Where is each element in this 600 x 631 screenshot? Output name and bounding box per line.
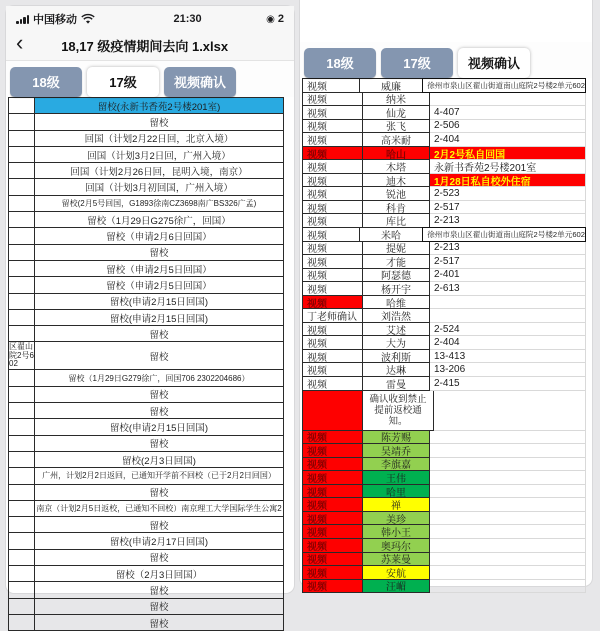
sheet-row	[302, 323, 586, 337]
sheet-row	[302, 377, 586, 391]
sheet-row	[302, 391, 586, 431]
sheet-cell-name[interactable]: 哈山	[363, 147, 430, 161]
sheet-cell-colA[interactable]	[8, 294, 35, 309]
sheet-cell-name[interactable]: 吴靖乔	[363, 444, 430, 458]
sheet-row	[302, 187, 586, 201]
sheet-row	[302, 228, 586, 242]
sheet-cell-method[interactable]: 视频	[302, 269, 363, 283]
sheet-cell-colA[interactable]	[8, 436, 35, 451]
sheet-cell-name[interactable]: 提妮	[363, 242, 430, 256]
sheet-row	[8, 114, 284, 130]
sheet-cell-info[interactable]: 2-506	[430, 120, 586, 134]
sheet-cell-info[interactable]	[430, 553, 586, 567]
sheet-cell-colA[interactable]	[8, 501, 35, 516]
sheet-cell-colB[interactable]: 回国（计划3月2日回，广州入境）	[35, 147, 284, 162]
sheet-row	[8, 452, 284, 468]
sheet-cell-method[interactable]: 视频	[302, 323, 363, 337]
sheet-cell-colB[interactable]: 留校(申请2月15日回国)	[35, 310, 284, 325]
sheet-cell-colA[interactable]	[8, 163, 35, 178]
sheet-cell-info[interactable]: 2-213	[430, 242, 586, 256]
sheet-cell-info[interactable]: 4-407	[430, 106, 586, 120]
sheet-cell-name[interactable]: 木塔	[363, 160, 430, 174]
sheet-17ji	[8, 90, 284, 630]
sheet-cell-colA[interactable]	[8, 310, 35, 325]
right-tab-17级[interactable]: 17级	[381, 48, 453, 78]
sheet-cell-info[interactable]	[430, 580, 586, 594]
sheet-cell-method[interactable]: 视频	[302, 296, 363, 310]
sheet-cell-name[interactable]: 韩小王	[363, 525, 430, 539]
sheet-cell-colB[interactable]: 留校（1月29日G279徐广，回国706 2302204686）	[35, 370, 284, 385]
sheet-cell-method[interactable]: 视频	[302, 471, 363, 485]
sheet-cell-method[interactable]: 视频	[302, 363, 363, 377]
right-screenshot-panel	[300, 0, 592, 594]
sheet-cell-colA[interactable]	[8, 228, 35, 243]
sheet-row	[8, 326, 284, 342]
sheet-cell-info[interactable]	[430, 471, 586, 485]
sheet-cell-colB[interactable]: 留校	[35, 403, 284, 418]
sheet-cell-info[interactable]	[430, 93, 586, 107]
sheet-cell-colA[interactable]	[8, 245, 35, 260]
sheet-row	[302, 580, 586, 594]
sheet-cell-method[interactable]	[302, 391, 363, 431]
sheet-row	[8, 468, 284, 484]
sheet-cell-name[interactable]: 苏莱曼	[363, 553, 430, 567]
sheet-cell-method[interactable]: 视频	[302, 458, 363, 472]
sheet-cell-method[interactable]: 视频	[302, 214, 363, 228]
sheet-row	[8, 179, 284, 195]
status-bar	[6, 6, 294, 30]
status-right-icon: ◉	[266, 13, 275, 25]
sheet-cell-colA[interactable]	[8, 196, 35, 211]
sheet-cell-colA[interactable]: 区翟山院2号602	[9, 342, 34, 369]
sheet-row	[8, 517, 284, 533]
sheet-cell-colB[interactable]: 回国（计划2月22日回，北京入境）	[35, 131, 284, 146]
sheet-row	[8, 582, 284, 598]
sheet-cell-method[interactable]: 视频	[302, 431, 363, 445]
sheet-row	[302, 512, 586, 526]
sheet-cell-colB[interactable]: 留校	[35, 114, 284, 129]
sheet-cell-colA[interactable]	[8, 485, 35, 500]
sheet-cell-colB[interactable]: 留校(申请2月17日回国)	[35, 533, 284, 548]
sheet-cell-name[interactable]: 哈里	[363, 485, 430, 499]
sheet-cell-name[interactable]: 奥玛尔	[363, 539, 430, 553]
sheet-cell-colA[interactable]	[8, 277, 35, 292]
sheet-cell-colB[interactable]: 留校（2月3日回国）	[35, 566, 284, 581]
sheet-cell-name[interactable]: 李旗嘉	[363, 458, 430, 472]
sheet-cell-method[interactable]: 视频	[302, 174, 363, 188]
sheet-row	[8, 501, 284, 517]
left-screenshot-panel	[6, 6, 294, 630]
sheet-video-confirm	[302, 78, 586, 594]
sheet-cell-colB[interactable]: 留校	[35, 517, 284, 532]
sheet-cell-name[interactable]: 艾述	[363, 323, 430, 337]
sheet-cell-info[interactable]: 2-404	[430, 133, 586, 147]
sheet-cell-method[interactable]: 视频	[302, 282, 363, 296]
sheet-cell-method[interactable]: 视频	[302, 525, 363, 539]
sheet-row	[8, 228, 284, 244]
sheet-cell-colB[interactable]: 留校	[35, 615, 284, 630]
sheet-row	[302, 566, 586, 580]
sheet-cell-name[interactable]: 库比	[363, 214, 430, 228]
sheet-cell-name[interactable]: 科肯	[363, 201, 430, 215]
sheet-row	[8, 387, 284, 403]
sheet-cell-colB[interactable]: 留校	[35, 582, 284, 597]
sheet-row	[302, 79, 586, 93]
sheet-cell-colA[interactable]	[8, 114, 35, 129]
sheet-row	[8, 566, 284, 582]
sheet-row	[302, 525, 586, 539]
sheet-cell-info[interactable]: 永新书香苑2号楼201室	[430, 160, 586, 174]
sheet-cell-name[interactable]: 汪嵋	[363, 580, 430, 594]
sheet-row	[8, 163, 284, 179]
sheet-cell-colB[interactable]: 回国（计划2月26日回，昆明入境，南京）	[35, 163, 284, 178]
sheet-cell-colB[interactable]: 留校（申请2月6日回国）	[35, 228, 284, 243]
sheet-cell-name[interactable]: 威廉	[360, 79, 423, 93]
sheet-cell-colB[interactable]: 留校(2月3日回国)	[35, 452, 284, 467]
sheet-cell-colB[interactable]: 留校	[35, 550, 284, 565]
sheet-cell-name[interactable]: 陈芳赐	[363, 431, 430, 445]
sheet-row	[302, 174, 586, 188]
sheet-row	[302, 350, 586, 364]
sheet-cell-info[interactable]	[430, 444, 586, 458]
sheet-cell-info[interactable]	[430, 525, 586, 539]
sheet-cell-colA[interactable]	[8, 599, 35, 614]
sheet-row	[8, 550, 284, 566]
sheet-cell-colB[interactable]: 留校(申请2月15日回国)	[35, 419, 284, 434]
sheet-cell-method[interactable]: 视频	[302, 106, 363, 120]
sheet-cell-method[interactable]: 视频	[302, 79, 360, 93]
sheet-row	[302, 458, 586, 472]
sheet-cell-name[interactable]: 米哈	[360, 228, 423, 242]
sheet-cell-info[interactable]	[430, 566, 586, 580]
sheet-cell-method[interactable]: 视频	[302, 160, 363, 174]
sheet-row	[302, 269, 586, 283]
sheet-cell-method[interactable]: 视频	[302, 242, 363, 256]
sheet-cell-colA[interactable]	[8, 147, 35, 162]
sheet-row	[8, 485, 284, 501]
sheet-row	[302, 201, 586, 215]
sheet-cell-info[interactable]: 2-415	[430, 377, 586, 391]
sheet-cell-colB[interactable]: 留校	[35, 245, 284, 260]
sheet-cell-colB[interactable]: 留校	[35, 387, 284, 402]
sheet-row	[8, 436, 284, 452]
sheet-row	[8, 419, 284, 435]
sheet-cell-colB[interactable]: 留校(2月5号回国，G1893徐南CZ3698南广BS326广孟)	[35, 196, 284, 211]
sheet-cell-info[interactable]: 2-404	[430, 336, 586, 350]
sheet-cell-name[interactable]: 锐池	[363, 187, 430, 201]
sheet-row	[302, 553, 586, 567]
sheet-row	[8, 294, 284, 310]
sheet-cell-info[interactable]	[430, 309, 586, 323]
sheet-cell-colA[interactable]	[8, 98, 35, 113]
sheet-cell-method[interactable]: 视频	[302, 350, 363, 364]
sheet-row	[302, 309, 586, 323]
right-tab-18级[interactable]: 18级	[304, 48, 376, 78]
sheet-cell-info[interactable]	[430, 498, 586, 512]
sheet-cell-colA[interactable]	[8, 387, 35, 402]
sheet-cell-colA[interactable]	[8, 131, 35, 146]
sheet-cell-name[interactable]: 迪木	[363, 174, 430, 188]
sheet-row	[302, 431, 586, 445]
sheet-cell-colA[interactable]	[8, 261, 35, 276]
sheet-row	[302, 106, 586, 120]
sheet-row	[8, 245, 284, 261]
sheet-cell-colB[interactable]: 回国（计划3月初回国，广州入境）	[35, 179, 284, 194]
sheet-row	[302, 214, 586, 228]
sheet-row	[8, 131, 284, 147]
sheet-cell-info[interactable]	[430, 485, 586, 499]
sheet-cell-info[interactable]: 13-413	[430, 350, 586, 364]
sheet-cell-info[interactable]	[434, 391, 586, 431]
sheet-row	[302, 282, 586, 296]
sheet-cell-method[interactable]: 视频	[302, 120, 363, 134]
sheet-cell-method[interactable]: 视频	[302, 93, 363, 107]
sheet-row	[8, 615, 284, 631]
sheet-cell-name[interactable]: 雷曼	[363, 377, 430, 391]
sheet-cell-name[interactable]: 哈维	[363, 296, 430, 310]
sheet-row	[302, 363, 586, 377]
sheet-cell-method[interactable]: 视频	[302, 255, 363, 269]
sheet-cell-method[interactable]: 视频	[302, 539, 363, 553]
sheet-cell-colB[interactable]: 留校(申请2月15日回国)	[35, 294, 284, 309]
sheet-cell-info[interactable]	[430, 296, 586, 310]
sheet-cell-colA[interactable]	[8, 419, 35, 434]
sheet-cell-info[interactable]: 徐州市泉山区翟山街道南山庭院2号楼2单元602	[422, 227, 586, 242]
right-tab-视频确认[interactable]: 视频确认	[458, 48, 530, 78]
sheet-cell-colA[interactable]	[8, 326, 35, 341]
sheet-cell-info[interactable]: 2-524	[430, 323, 586, 337]
sheet-cell-method[interactable]: 丁老师确认	[302, 309, 363, 323]
sheet-cell-colA[interactable]	[8, 615, 35, 630]
sheet-cell-colA[interactable]	[8, 468, 35, 483]
document-title: 18,17 级疫情期间去向 1.xlsx	[61, 38, 229, 54]
sheet-cell-name[interactable]: 高米耐	[363, 133, 430, 147]
sheet-row	[8, 310, 284, 326]
sheet-row	[302, 120, 586, 134]
sheet-cell-info[interactable]	[430, 458, 586, 472]
sheet-cell-method[interactable]: 视频	[302, 201, 363, 215]
sheet-cell-colB[interactable]: 留校	[35, 342, 284, 369]
status-right-text: 2	[277, 13, 284, 25]
sheet-row	[302, 485, 586, 499]
sheet-cell-colA[interactable]	[8, 566, 35, 581]
sheet-cell-method[interactable]: 视频	[302, 498, 363, 512]
sheet-cell-info[interactable]: 2-613	[430, 282, 586, 296]
sheet-row	[302, 444, 586, 458]
sheet-cell-colA[interactable]	[8, 370, 35, 385]
sheet-cell-name[interactable]: 刘浩然	[363, 309, 430, 323]
sheet-cell-colB[interactable]: 留校(永新书香苑2号楼201室)	[35, 98, 284, 113]
left-tab-17级[interactable]: 17级	[87, 67, 159, 97]
sheet-cell-colB[interactable]: 留校（申请2月5日回国）	[35, 261, 284, 276]
sheet-cell-info[interactable]: 2-213	[430, 214, 586, 228]
sheet-tabs-left	[6, 61, 294, 97]
sheet-cell-name[interactable]: 王伟	[363, 471, 430, 485]
sheet-row	[8, 533, 284, 549]
sheet-cell-name[interactable]: 达琳	[363, 363, 430, 377]
sheet-cell-name[interactable]: 才能	[363, 255, 430, 269]
sheet-row	[302, 255, 586, 269]
sheet-row	[8, 98, 284, 114]
sheet-cell-colB[interactable]: 南京（计划2月5日返校，已通知不回校）南京理工大学国际学生公寓2	[35, 501, 284, 516]
sheet-cell-method[interactable]: 视频	[302, 147, 363, 161]
wifi-icon	[81, 14, 95, 25]
sheet-cell-method[interactable]: 视频	[302, 444, 363, 458]
sheet-tabs-right	[300, 42, 592, 78]
sheet-row	[302, 336, 586, 350]
title-bar	[6, 30, 294, 61]
cell-signal-icon	[16, 15, 29, 24]
sheet-cell-info[interactable]: 2-517	[430, 255, 586, 269]
carrier-label: 中国移动	[33, 14, 77, 26]
left-tab-视频确认[interactable]: 视频确认	[164, 67, 236, 97]
sheet-cell-colB[interactable]: 广州，计划2月2日返回，已通知开学前不回校（已于2月2日回国）	[35, 468, 284, 483]
sheet-row	[8, 342, 284, 370]
sheet-cell-colB[interactable]: 留校（1月29日G275徐广，回国）	[35, 212, 284, 227]
sheet-row	[8, 370, 284, 386]
sheet-cell-name[interactable]: 纳米	[363, 93, 430, 107]
sheet-cell-info[interactable]: 徐州市泉山区翟山街道南山庭院2号楼2单元602	[422, 78, 586, 93]
sheet-row	[302, 242, 586, 256]
sheet-cell-method[interactable]: 视频	[302, 133, 363, 147]
sheet-row	[8, 277, 284, 293]
status-time: 21:30	[173, 13, 202, 25]
sheet-row	[8, 212, 284, 228]
sheet-cell-info[interactable]	[430, 539, 586, 553]
sheet-cell-info[interactable]: 2-401	[430, 269, 586, 283]
sheet-cell-name[interactable]: 安航	[363, 566, 430, 580]
sheet-cell-info[interactable]	[430, 431, 586, 445]
sheet-cell-method[interactable]: 视频	[302, 336, 363, 350]
sheet-cell-name[interactable]: 张飞	[363, 120, 430, 134]
sheet-cell-colB[interactable]: 留校（申请2月5日回国）	[35, 277, 284, 292]
sheet-cell-info[interactable]: 2-517	[430, 201, 586, 215]
sheet-cell-colB[interactable]: 留校	[35, 599, 284, 614]
back-chevron-icon[interactable]: ‹	[16, 30, 24, 55]
sheet-cell-info[interactable]: 2-523	[430, 187, 586, 201]
sheet-cell-colA[interactable]	[8, 550, 35, 565]
sheet-cell-name[interactable]: 波利斯	[363, 350, 430, 364]
sheet-cell-colB[interactable]: 留校	[35, 436, 284, 451]
sheet-cell-name[interactable]: 仙龙	[363, 106, 430, 120]
sheet-cell-info[interactable]: 2月2号私自回国	[430, 147, 586, 161]
sheet-cell-info[interactable]: 1月28日私自校外住宿	[430, 174, 586, 188]
sheet-row	[302, 471, 586, 485]
sheet-cell-name[interactable]: 禅	[363, 498, 430, 512]
sheet-cell-name[interactable]: 美珍	[363, 512, 430, 526]
sheet-row	[8, 196, 284, 212]
sheet-cell-name[interactable]: 确认收到禁止提前返校通知。	[363, 391, 434, 431]
sheet-cell-colA[interactable]	[8, 517, 35, 532]
sheet-cell-method[interactable]: 视频	[302, 512, 363, 526]
sheet-cell-method[interactable]: 视频	[302, 377, 363, 391]
sheet-cell-method[interactable]: 视频	[302, 566, 363, 580]
sheet-cell-colA[interactable]	[8, 403, 35, 418]
sheet-row	[302, 93, 586, 107]
sheet-cell-method[interactable]: 视频	[302, 187, 363, 201]
sheet-row	[8, 147, 284, 163]
sheet-cell-info[interactable]	[430, 512, 586, 526]
left-tab-18级[interactable]: 18级	[10, 67, 82, 97]
sheet-row	[8, 261, 284, 277]
sheet-cell-colA[interactable]	[8, 212, 35, 227]
sheet-cell-colA[interactable]	[8, 179, 35, 194]
sheet-row	[302, 539, 586, 553]
sheet-cell-method[interactable]: 视频	[302, 228, 360, 242]
sheet-cell-method[interactable]: 视频	[302, 485, 363, 499]
sheet-cell-info[interactable]: 13-206	[430, 363, 586, 377]
sheet-cell-name[interactable]: 大为	[363, 336, 430, 350]
sheet-cell-colA[interactable]	[8, 533, 35, 548]
sheet-row	[8, 403, 284, 419]
sheet-cell-name[interactable]: 杨开宇	[363, 282, 430, 296]
sheet-cell-colA[interactable]	[8, 452, 35, 467]
sheet-cell-colB[interactable]: 留校	[35, 326, 284, 341]
sheet-cell-method[interactable]: 视频	[302, 580, 363, 594]
sheet-row	[8, 599, 284, 615]
sheet-row	[302, 498, 586, 512]
sheet-cell-colB[interactable]: 留校	[35, 485, 284, 500]
sheet-cell-method[interactable]: 视频	[302, 553, 363, 567]
sheet-cell-name[interactable]: 阿瑟德	[363, 269, 430, 283]
sheet-cell-colA[interactable]	[8, 582, 35, 597]
